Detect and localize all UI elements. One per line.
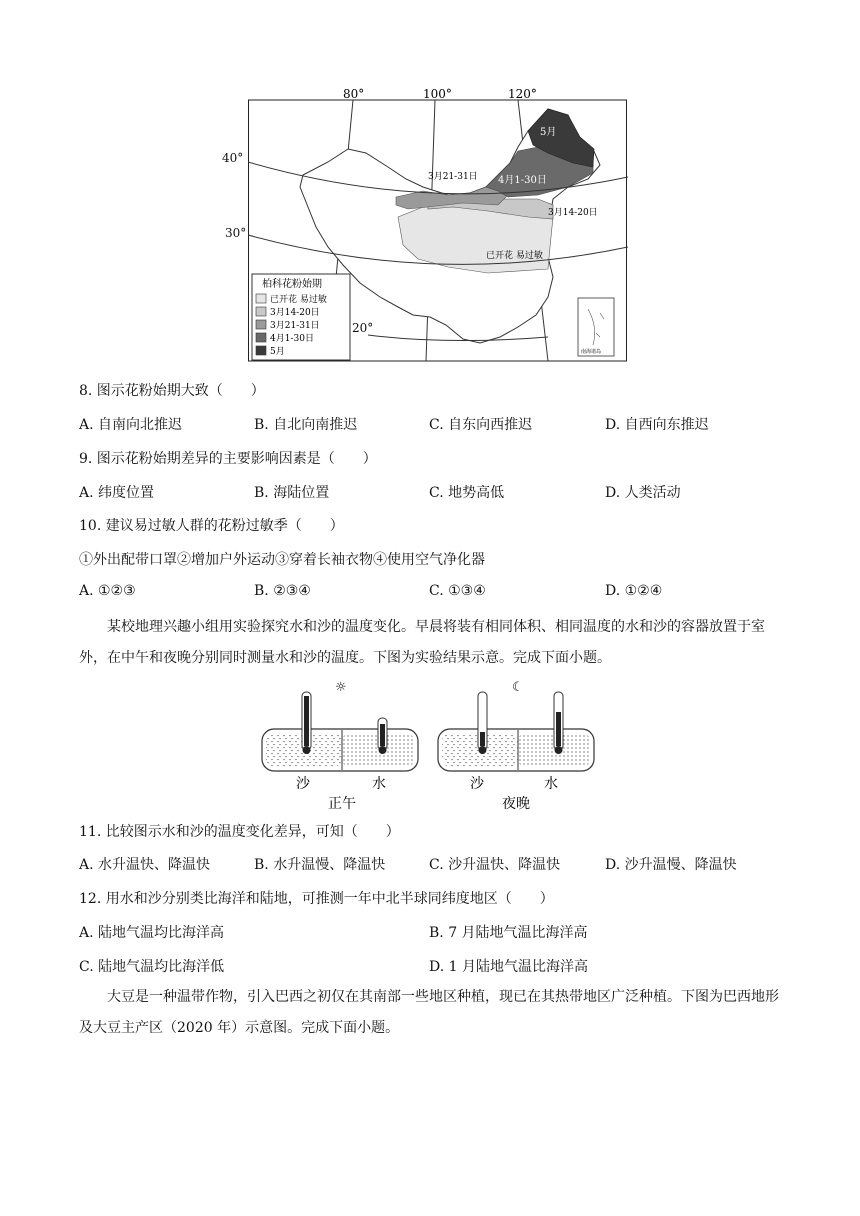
region-label: 3月14-20日 <box>548 208 598 218</box>
lon-label: 100° <box>423 87 452 101</box>
legend-label: 已开花 易过敏 <box>270 295 327 305</box>
q12-option-d[interactable]: D. 1 月陆地气温比海洋高 <box>429 959 588 975</box>
q10-option-a[interactable]: A. ①②③ <box>79 583 136 599</box>
q8-option-b[interactable]: B. 自北向南推迟 <box>254 417 358 433</box>
lat-label: 40° <box>222 151 244 165</box>
region-label: 4月1-30日 <box>498 175 547 186</box>
question-8: 8. 图示花粉始期大致（ ） <box>79 383 265 399</box>
sand-label: 沙 <box>470 776 484 792</box>
q9-option-d[interactable]: D. 人类活动 <box>605 485 681 501</box>
q8-option-d[interactable]: D. 自西向东推迟 <box>605 417 709 433</box>
q10-items: ①外出配带口罩②增加户外运动③穿着长袖衣物④使用空气净化器 <box>79 552 485 568</box>
inset-label: 南海诸岛 <box>581 349 602 355</box>
region-label: 3月21-31日 <box>428 172 478 182</box>
legend-label: 5月 <box>270 347 285 357</box>
q9-option-a[interactable]: A. 纬度位置 <box>79 485 155 501</box>
q9-option-b[interactable]: B. 海陆位置 <box>254 485 330 501</box>
moon-icon: ☾ <box>512 680 524 695</box>
intro-paragraph: 某校地理兴趣小组用实验探究水和沙的温度变化。早晨将装有相同体积、相同温度的水和沙的容器放置于室外，在中午和夜晚分别同时测量水和沙的温度。下图为实验结果示意。完成下面小题。 <box>79 619 765 666</box>
sun-icon: ☼ <box>335 680 347 695</box>
lat-label: 30° <box>225 226 247 240</box>
q11-option-d[interactable]: D. 沙升温慢、降温快 <box>605 857 737 873</box>
lat-label: 20° <box>352 321 374 335</box>
q10-option-d[interactable]: D. ①②④ <box>605 583 663 599</box>
legend-title: 柏科花粉始期 <box>262 279 322 290</box>
water-label: 水 <box>544 776 558 792</box>
q11-option-b[interactable]: B. 水升温慢、降温快 <box>254 857 386 873</box>
noon-label: 正午 <box>328 796 356 812</box>
q9-option-c[interactable]: C. 地势高低 <box>429 485 505 501</box>
night-label: 夜晚 <box>502 796 530 812</box>
sand-label: 沙 <box>296 776 310 792</box>
water-label: 水 <box>372 776 386 792</box>
q12-option-a[interactable]: A. 陆地气温均比海洋高 <box>79 925 225 941</box>
question-10: 10. 建议易过敏人群的花粉过敏季（ ） <box>79 518 344 534</box>
q11-option-c[interactable]: C. 沙升温快、降温快 <box>429 857 561 873</box>
region-label: 已开花 易过敏 <box>486 251 543 261</box>
q8-option-c[interactable]: C. 自东向西推迟 <box>429 417 533 433</box>
lon-label: 120° <box>508 87 537 101</box>
legend-label: 3月21-31日 <box>270 321 320 331</box>
q8-option-a[interactable]: A. 自南向北推迟 <box>79 417 183 433</box>
q12-option-c[interactable]: C. 陆地气温均比海洋低 <box>79 959 225 975</box>
q12-option-b[interactable]: B. 7 月陆地气温比海洋高 <box>429 925 588 941</box>
question-9: 9. 图示花粉始期差异的主要影响因素是（ ） <box>79 451 377 467</box>
legend-label: 3月14-20日 <box>270 308 320 318</box>
legend-label: 4月1-30日 <box>270 334 314 344</box>
q11-option-a[interactable]: A. 水升温快、降温快 <box>79 857 211 873</box>
q10-option-b[interactable]: B. ②③④ <box>254 583 311 599</box>
region-label: 5月 <box>540 127 557 138</box>
intro-paragraph: 大豆是一种温带作物，引入巴西之初仅在其南部一些地区种植，现已在其热带地区广泛种植。下图为巴西地形及大豆主产区（2020 年）示意图。完成下面小题。 <box>79 989 779 1036</box>
pollen-map <box>248 87 628 363</box>
question-11: 11. 比较图示水和沙的温度变化差异，可知（ ） <box>79 824 400 840</box>
south-sea-inset <box>578 298 614 356</box>
question-12: 12. 用水和沙分别类比海洋和陆地，可推测一年中北半球同纬度地区（ ） <box>79 891 554 907</box>
q10-option-c[interactable]: C. ①③④ <box>429 583 486 599</box>
experiment-figure <box>258 674 608 814</box>
lon-label: 80° <box>343 87 365 101</box>
